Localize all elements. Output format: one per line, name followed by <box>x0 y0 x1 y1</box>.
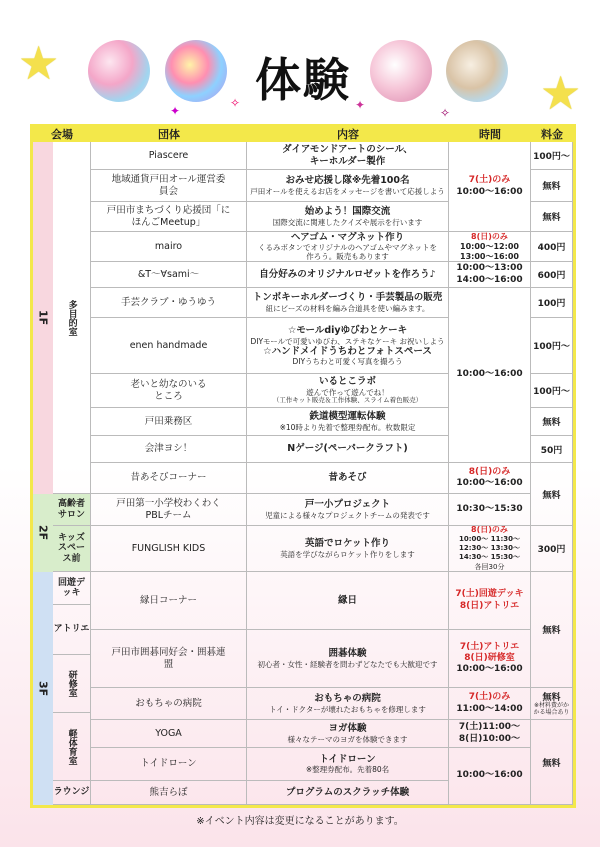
floor-3f: 3F <box>33 572 53 805</box>
footnote: ※イベント内容は変更になることがあります。 <box>196 816 404 827</box>
fee-cell: 100円 <box>531 288 573 318</box>
room-keitai: 軽体育室 <box>53 713 91 781</box>
time-cell: 7(土)アトリエ 8(日)研修室 10:00～16:00 <box>449 630 531 688</box>
content-cell: プログラムのスクラッチ体験 <box>247 781 449 805</box>
org-cell: Piascere <box>91 142 247 170</box>
col-time: 時間 <box>449 127 531 142</box>
floor-2f: 2F <box>33 494 53 572</box>
org-cell: &T～∀sami～ <box>91 262 247 288</box>
time-cell: 8(日)のみ 10:00～12:00 13:00～16:00 <box>449 232 531 262</box>
content-cell: 縁日 <box>247 572 449 630</box>
org-cell: 戸田市囲碁同好会・囲碁連盟 <box>91 630 247 688</box>
org-cell: トイドローン <box>91 748 247 781</box>
time-cell: 7(土)回遊デッキ 8(日)アトリエ <box>449 572 531 630</box>
room-kenshu: 研修室 <box>53 655 91 713</box>
col-content: 内容 <box>247 127 449 142</box>
room-tamokuteki: 多目的室 <box>53 142 91 494</box>
content-cell: 鉄道模型運転体験 ※10時より先着で整理券配布。枚数限定 <box>247 408 449 436</box>
org-cell: FUNGLISH KIDS <box>91 526 247 572</box>
event-table <box>30 124 576 808</box>
sparkle-icon: ✧ <box>230 96 241 110</box>
org-cell: 手芸クラブ・ゆうゆう <box>91 288 247 318</box>
content-cell: いるとこラボ 遊んで作って遊んでね！ （工作キット販売＆工作体験、スライム着色販売） <box>247 374 449 408</box>
star-icon: ★ <box>540 66 582 120</box>
room-kairou: 回遊デッキ <box>53 572 91 605</box>
col-fee: 料金 <box>531 127 573 142</box>
header <box>0 0 600 118</box>
fee-cell: 400円 <box>531 232 573 262</box>
org-cell: 地域通貨戸田オール運営委員会 <box>91 170 247 202</box>
fee-cell: 無料 ※材料費がかかる場合あり <box>531 688 573 720</box>
content-cell: 戸一小プロジェクト 児童による様々なプロジェクトチームの発表です <box>247 494 449 526</box>
content-cell: おもちゃの病院 トイ・ドクターが壊れたおもちゃを修理します <box>247 688 449 720</box>
content-cell: 始めよう！国際交流 国際交流に関連したクイズや展示を行います <box>247 202 449 232</box>
floor-1f: 1F <box>33 142 53 494</box>
room-kids: キッズスペース前 <box>53 526 91 572</box>
photo-toys <box>446 40 508 102</box>
fee-cell: 600円 <box>531 262 573 288</box>
org-cell: 老いと幼なのいるところ <box>91 374 247 408</box>
content-cell: ヨガ体験 様々なテーマのヨガを体験できます <box>247 720 449 748</box>
time-cell: 7(土)のみ 11:00～14:00 <box>449 688 531 720</box>
content-cell: Nゲージ(ペーパークラフト) <box>247 436 449 463</box>
fee-cell: 無料 <box>531 720 573 805</box>
time-cell: 10:00～16:00 <box>449 748 531 805</box>
org-cell: 昔あそびコーナー <box>91 463 247 494</box>
fee-cell: 無料 <box>531 202 573 232</box>
time-cell: 7(土)11:00～ 8(日)10:00～ <box>449 720 531 748</box>
photo-craft <box>165 40 227 102</box>
org-cell: 戸田乗務区 <box>91 408 247 436</box>
org-cell: 戸田市まちづくり応援団「にほんごMeetup」 <box>91 202 247 232</box>
content-cell: 英語でロケット作り 英語を学びながらロケット作りをします <box>247 526 449 572</box>
room-lounge: ラウンジ <box>53 781 91 805</box>
col-venue: 会場 <box>33 127 91 142</box>
page-title: 体験 <box>255 53 351 107</box>
fee-cell: 300円 <box>531 526 573 572</box>
sparkle-icon: ✦ <box>170 104 181 118</box>
content-cell: 昔あそび <box>247 463 449 494</box>
content-cell: 囲碁体験 初心者・女性・経験者を問わずどなたでも大歓迎です <box>247 630 449 688</box>
time-cell: 10:30～15:30 <box>449 494 531 526</box>
org-cell: YOGA <box>91 720 247 748</box>
star-icon: ★ <box>18 36 60 90</box>
fee-cell: 100円～ <box>531 374 573 408</box>
time-cell: 7(土)のみ 10:00～16:00 <box>449 142 531 232</box>
room-koureisha: 高齢者サロン <box>53 494 91 526</box>
sparkle-icon: ✦ <box>355 98 366 112</box>
fee-cell: 無料 <box>531 463 573 526</box>
room-atelier: アトリエ <box>53 605 91 655</box>
fee-cell: 無料 <box>531 170 573 202</box>
photo-slime <box>370 40 432 102</box>
fee-cell: 50円 <box>531 436 573 463</box>
org-cell: 熊吉らぼ <box>91 781 247 805</box>
org-cell: enen handmade <box>91 318 247 374</box>
time-cell: 10:00～13:00 14:00～16:00 <box>449 262 531 288</box>
fee-cell: 無料 <box>531 408 573 436</box>
time-cell: 8(日)のみ 10:00～ 11:30～ 12:30～ 13:30～ 14:30～ 15:30～ 各回30分 <box>449 526 531 572</box>
org-cell: 縁日コーナー <box>91 572 247 630</box>
org-cell: 会津ヨシ！ <box>91 436 247 463</box>
time-cell: 8(日)のみ 10:00～16:00 <box>449 463 531 494</box>
content-cell: 自分好みのオリジナルロゼットを作ろう♪ <box>247 262 449 288</box>
org-cell: 戸田第一小学校わくわくPBLチーム <box>91 494 247 526</box>
photo-diamond-art <box>88 40 150 102</box>
content-cell: ダイアモンドアートのシール、 キーホルダー製作 <box>247 142 449 170</box>
col-org: 団体 <box>91 127 247 142</box>
content-cell: ☆モールdiyゆびわとケーキ DIYモールで可愛いゆびわ、ステキなケーキ お祝いしよう ☆ハンドメイドうちわとフォトスペース DIYうちわと可愛く写真を撮ろう <box>247 318 449 374</box>
content-cell: トンボキーホルダーづくり・手芸製品の販売 紐にビーズの材料を編み合道具を使い編みます。 <box>247 288 449 318</box>
fee-cell: 無料 <box>531 572 573 688</box>
time-cell: 10:00～16:00 <box>449 288 531 463</box>
content-cell: トイドローン ※整理券配布。先着80名 <box>247 748 449 781</box>
fee-cell: 100円～ <box>531 318 573 374</box>
content-cell: ヘアゴム・マグネット作り くるみボタンでオリジナルのヘアゴムやマグネットを作ろう。販売もあります <box>247 232 449 262</box>
fee-cell: 100円～ <box>531 142 573 170</box>
sparkle-icon: ✧ <box>440 106 451 120</box>
org-cell: mairo <box>91 232 247 262</box>
content-cell: おみせ応援し隊※先着100名 戸田オールを使えるお店をメッセージを書いて応援しよう <box>247 170 449 202</box>
org-cell: おもちゃの病院 <box>91 688 247 720</box>
